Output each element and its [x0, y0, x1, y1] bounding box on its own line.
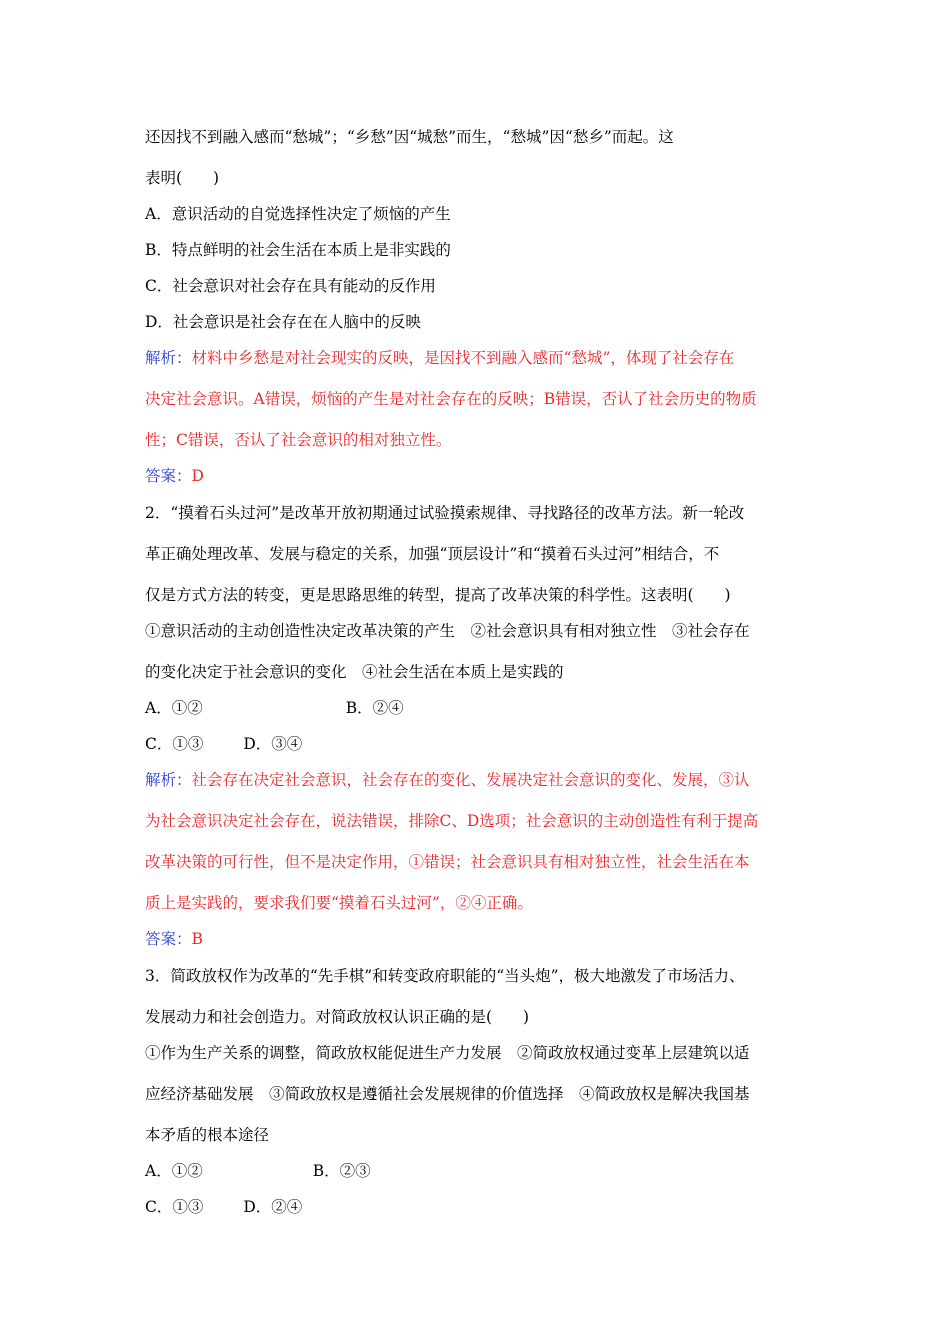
- q2-options-row-2: [145, 734, 302, 754]
- q2-option-a: A．①②: [145, 699, 203, 717]
- q3-items-line-2: 应经济基础发展 ③简政放权是遵循社会发展规律的价值选择 ④简政放权是解决我国基: [145, 1085, 750, 1103]
- q2-answer-value: B: [191, 930, 203, 948]
- q2-answer: [145, 929, 203, 949]
- q2-option-d: D．③④: [243, 735, 303, 753]
- q2-items-line-2: 的变化决定于社会意识的变化 ④社会生活在本质上是实践的: [145, 663, 564, 681]
- q2-analysis-line-2: 为社会意识决定社会存在，说法错误，排除C、D选项；社会意识的主动创造性有利于提高: [145, 812, 759, 830]
- q1-option-d: D．社会意识是社会存在在人脑中的反映: [145, 313, 421, 331]
- q1-option-a: A．意识活动的自觉选择性决定了烦恼的产生: [145, 205, 451, 223]
- q3-options-row-1: [145, 1161, 371, 1181]
- q2-analysis-text-1: 社会存在决定社会意识，社会存在的变化、发展决定社会意识的变化、发展，③认: [191, 771, 750, 789]
- q1-analysis-label: 解析：: [145, 349, 192, 367]
- q3-items-line-1: ①作为生产关系的调整，简政放权能促进生产力发展 ②简政放权通过变革上层建筑以适: [145, 1044, 750, 1062]
- q3-option-b: B．②③: [312, 1162, 371, 1180]
- q1-answer: [145, 466, 204, 486]
- q2-options-row-1: [145, 698, 404, 718]
- q3-options-row-2: [145, 1197, 302, 1217]
- q1-stem-line-2: 表明( ): [145, 169, 220, 187]
- q2-option-c: C．①③: [145, 735, 204, 753]
- q1-analysis-text-1: 材料中乡愁是对社会现实的反映，是因找不到融入感而“愁城”，体现了社会存在: [191, 349, 735, 367]
- q1-answer-label: 答案：: [145, 467, 192, 485]
- q2-stem-line-2: 革正确处理改革、发展与稳定的关系，加强“顶层设计”和“摸着石头过河”相结合，不: [145, 545, 720, 563]
- q1-analysis-line-3: 性；C错误，否认了社会意识的相对独立性。: [145, 431, 452, 449]
- q2-analysis-line-3: 改革决策的可行性，但不是决定作用，①错误；社会意识具有相对独立性，社会生活在本: [145, 853, 750, 871]
- q3-option-c: C．①③: [145, 1198, 204, 1216]
- q1-stem-line-1: 还因找不到融入感而“愁城”；“乡愁”因“城愁”而生，“愁城”因“愁乡”而起。这: [145, 128, 674, 146]
- q2-analysis-line-1: [145, 770, 750, 790]
- q1-answer-value: D: [191, 467, 204, 485]
- q2-option-b: B．②④: [345, 699, 404, 717]
- q3-option-a: A．①②: [145, 1162, 203, 1180]
- q2-answer-label: 答案：: [145, 930, 192, 948]
- q2-items-line-1: ①意识活动的主动创造性决定改革决策的产生 ②社会意识具有相对独立性 ③社会存在: [145, 622, 750, 640]
- q2-stem-line-1: 2．“摸着石头过河”是改革开放初期通过试验摸索规律、寻找路径的改革方法。新一轮改: [145, 504, 745, 522]
- q2-analysis-label: 解析：: [145, 771, 192, 789]
- q1-option-b: B．特点鲜明的社会生活在本质上是非实践的: [145, 241, 451, 259]
- q3-option-d: D．②④: [243, 1198, 303, 1216]
- q2-stem-line-3: 仅是方式方法的转变，更是思路思维的转型，提高了改革决策的科学性。这表明( ): [145, 586, 731, 604]
- q3-items-line-3: 本矛盾的根本途径: [145, 1126, 270, 1144]
- q1-analysis-line-1: [145, 348, 734, 368]
- q2-analysis-line-4: 质上是实践的，要求我们要“摸着石头过河”，②④正确。: [145, 894, 533, 912]
- q3-stem-line-2: 发展动力和社会创造力。对简政放权认识正确的是( ): [145, 1008, 530, 1026]
- q3-stem-line-1: 3．简政放权作为改革的“先手棋”和转变政府职能的“当头炮”，极大地激发了市场活力、: [145, 967, 745, 985]
- q1-analysis-line-2: 决定社会意识。A错误，烦恼的产生是对社会存在的反映；B错误，否认了社会历史的物质: [145, 390, 757, 408]
- q1-option-c: C．社会意识对社会存在具有能动的反作用: [145, 277, 436, 295]
